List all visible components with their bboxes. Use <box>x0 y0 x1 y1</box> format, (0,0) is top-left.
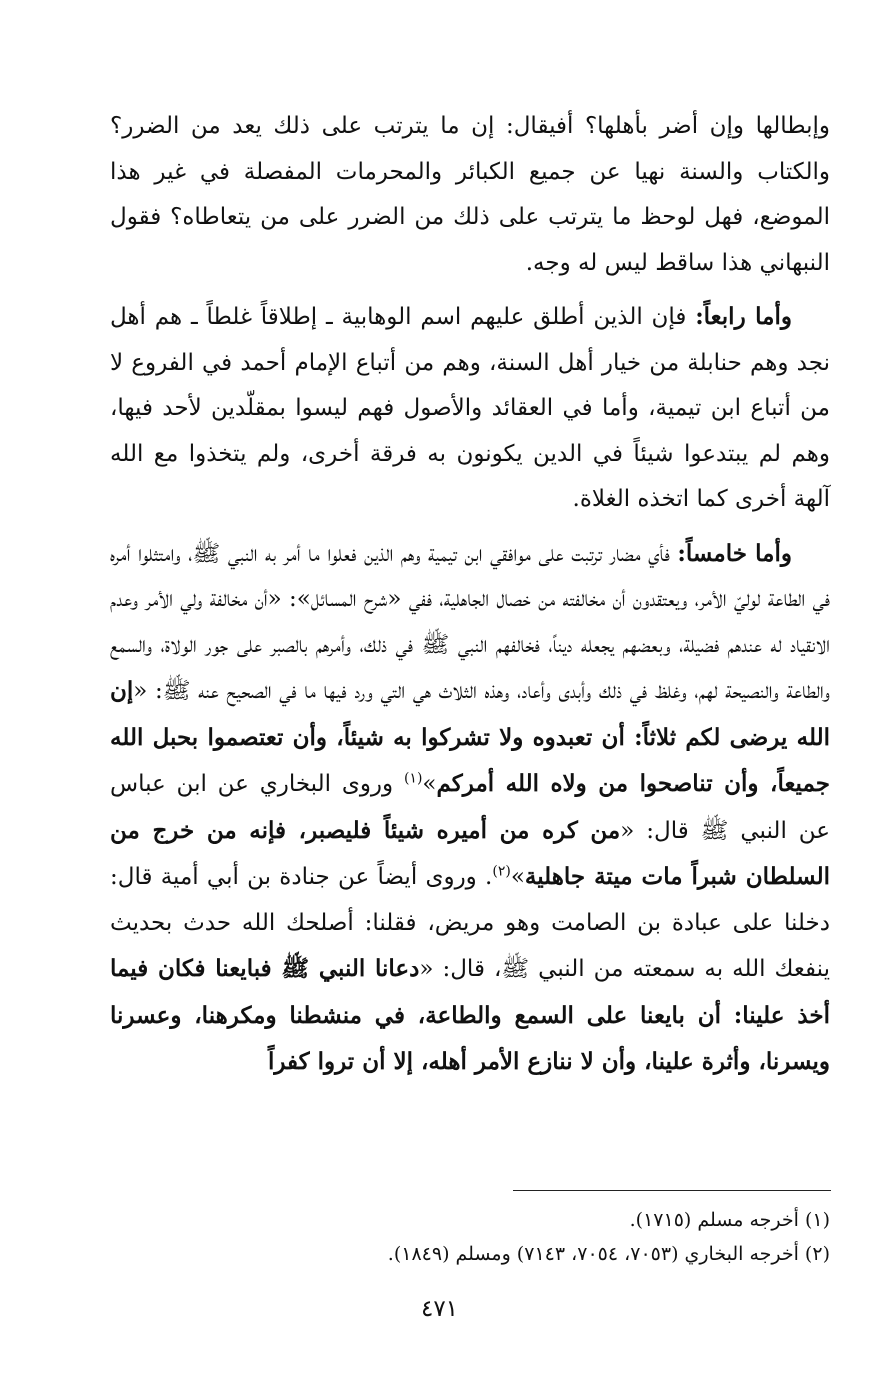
paragraph-2-lead: وأما رابعاً: <box>695 303 792 330</box>
main-text <box>110 104 830 1086</box>
footnote-2: (٢) أخرجه البخاري (٧٠٥٣، ٧٠٥٤، ٧١٤٣) ومسلم (١٨٤٩). <box>387 1243 830 1265</box>
footnote-1: (١) أخرجه مسلم (١٧١٥). <box>629 1209 830 1231</box>
paragraph-1 <box>110 104 830 286</box>
paragraph-3-text: فأي مضار ترتبت على موافقي ابن تيمية وهم الذين فعلوا ما أمر به النبي ﷺ، وامتثلوا أمره في الطاعة لوليّ الأمر، ويعتقدون أن مخالفته من خصال الجاهلية، ففي «شرح المسائل»: «أن مخالفة ولي الأمر وعدم الانقياد له عندهم فضيلة، وبعضهم يجعله ديناً، فخالفهم النبي ﷺ في ذلك، وأمرهم بالصبر على جور الولاة، والسمع والطاعة والنصيحة لهم، وغلظ في ذلك وأبدى وأعاد، وهذه الثلاث هي التي ورد فيها ما في الصحيح عنه ﷺ: « <box>110 540 830 704</box>
hadith-quote-1: إن الله يرضى لكم ثلاثاً: أن تعبدوه ولا تشركوا به شيئاً، وأن تعتصموا بحبل الله جميعاً، وأن تناصحوا من ولاه الله أمركم <box>110 677 830 797</box>
paragraph-2 <box>110 294 830 523</box>
quote-close-2: » <box>510 864 525 890</box>
paragraph-3-text-2: وروى البخاري عن ابن عباس عن النبي ﷺ قال: « <box>110 771 830 844</box>
quote-close-1: » <box>422 771 437 797</box>
footnote-ref-1[interactable]: (١) <box>403 770 423 787</box>
footnote-ref-2[interactable]: (٢) <box>492 863 511 880</box>
hadith-quote-2: من كره من أميره شيئاً فليصبر، فإنه من خرج من السلطان شبراً مات ميتة جاهلية <box>110 816 830 890</box>
page-number: ٤٧١ <box>420 1296 459 1322</box>
paragraph-3-lead: وأما خامساً: <box>677 539 793 567</box>
footnote-divider <box>513 1190 831 1191</box>
paragraph-3 <box>110 531 830 1086</box>
footnotes <box>110 1203 830 1271</box>
paragraph-3-text-3: . وروى أيضاً عن جنادة بن أبي أمية قال: دخلنا على عبادة بن الصامت وهو مريض، فقلنا: أصلحك الله حدث بحديث ينفعك الله به سمعته من النبي ﷺ، قال: « <box>110 864 830 982</box>
hadith-quote-3: دعانا النبي ﷺ فبايعنا فكان فيما أخذ علينا: أن بايعنا على السمع والطاعة، في منشطنا ومكرهنا، وعسرنا ويسرنا، وأثرة علينا، وأن لا ننازع الأمر أهله، إلا أن تروا كفراً <box>110 955 830 1075</box>
paragraph-1-text: وإبطالها وإن أضر بأهلها؟ أفيقال: إن ما يترتب على ذلك يعد من الضرر؟ والكتاب والسنة نهيا عن جميع الكبائر والمحرمات المفصلة في غير هذا الموضع، فهل لوحظ ما يترتب على ذلك من الضرر على من يتعاطاه؟ فقول النبهاني هذا ساقط ليس له وجه. <box>110 113 830 276</box>
paragraph-2-text: فإن الذين أطلق عليهم اسم الوهابية ـ إطلاقاً غلطاً ـ هم أهل نجد وهم حنابلة من خيار أهل السنة، وهم من أتباع الإمام أحمد في الفروع لا من أتباع ابن تيمية، وأما في العقائد والأصول فهم ليسوا بمقلّدين لأحد فيها، وهم لم يبتدعوا شيئاً في الدين يكونون به فرقة أخرى، ولم يتخذوا مع الله آلهة أخرى كما اتخذه الغلاة. <box>110 304 830 512</box>
